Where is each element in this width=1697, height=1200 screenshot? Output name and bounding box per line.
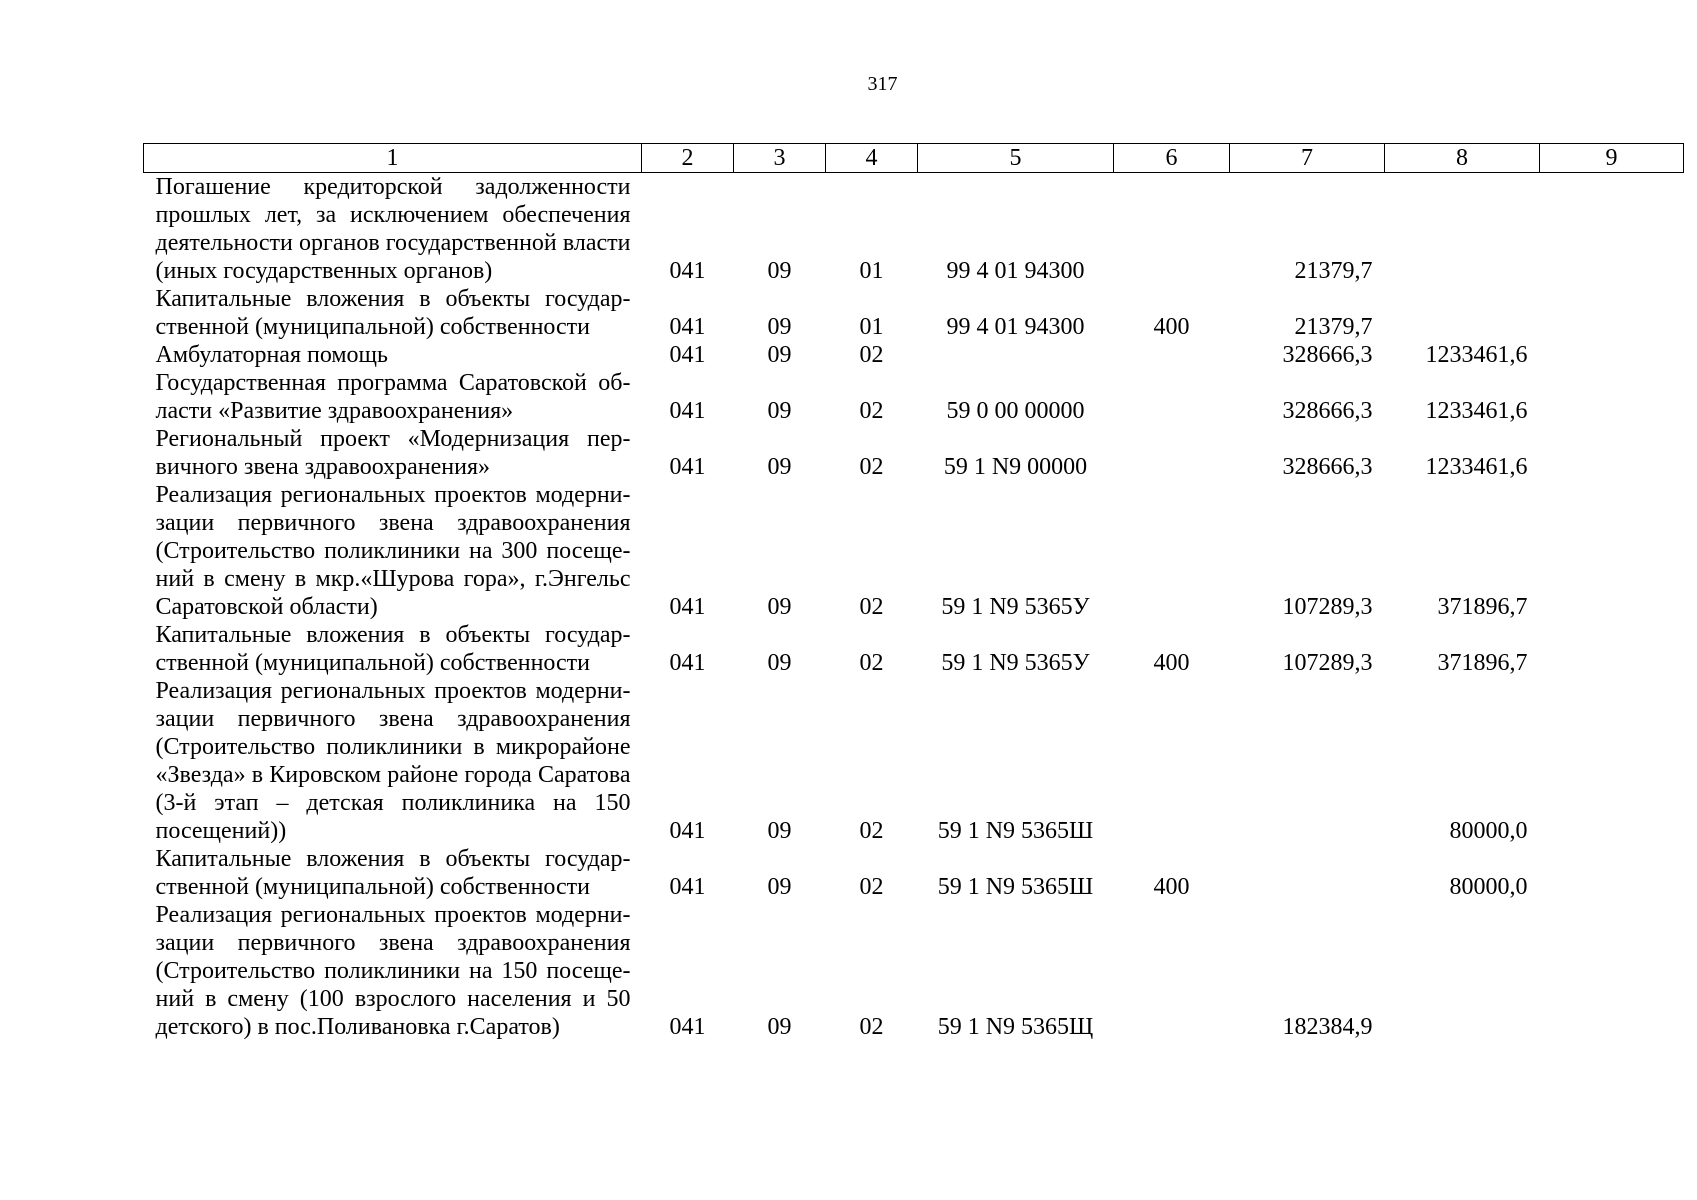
cell-amount-9 [1540, 341, 1684, 369]
row-description: Реализация региональных проектов модернизации первичного звена здравоохранения (Строительство поликлиники в микрорайоне «Звезда» в Кировском районе города Саратова (3-й этап – детская поликлиника на 150 посещений)) [155, 678, 631, 844]
row-description: Региональный проект «Модернизация первичного звена здравоохранения» [155, 426, 631, 480]
row-description: Реализация региональных проектов модернизации первичного звена здравоохранения (Строительство поликлиники на 300 посещений в смену в мкр.«Шурова гора», г.Энгельс Саратовской области) [155, 482, 631, 620]
cell-section: 09 [767, 258, 792, 284]
cell-expense-type [1114, 425, 1230, 481]
cell-amount-7 [1230, 845, 1385, 901]
table-row [144, 425, 1684, 481]
table-row [144, 901, 1684, 1041]
cell-target-article: 59 1 N9 5365Ш [937, 874, 1094, 900]
cell-subsection: 02 [859, 874, 884, 900]
cell-amount-7: 107289,3 [1282, 650, 1373, 676]
cell-subsection: 01 [859, 258, 884, 284]
column-header-9: 9 [1540, 144, 1684, 173]
cell-section: 09 [767, 454, 792, 480]
table-row [144, 341, 1684, 369]
row-description: Капитальные вложения в объекты государственной (муниципальной) собственности [155, 846, 631, 900]
cell-amount-9 [1540, 173, 1684, 286]
cell-subsection: 02 [859, 454, 884, 480]
column-header-8: 8 [1385, 144, 1540, 173]
row-description: Погашение кредиторской задолженности прошлых лет, за исключением обеспечения деятельности органов государственной власти (иных государственных органов) [155, 174, 631, 284]
row-description: Капитальные вложения в объекты государственной (муниципальной) собственности [155, 286, 631, 340]
cell-expense-type [1114, 677, 1230, 845]
table-row [144, 173, 1684, 286]
cell-amount-8: 80000,0 [1449, 818, 1528, 844]
cell-amount-8 [1385, 285, 1540, 341]
cell-amount-7: 328666,3 [1282, 398, 1373, 424]
cell-amount-8: 371896,7 [1437, 594, 1528, 620]
cell-department: 041 [669, 398, 706, 424]
cell-amount-8: 1233461,6 [1425, 454, 1528, 480]
table-row [144, 369, 1684, 425]
cell-subsection: 02 [859, 818, 884, 844]
column-header-7: 7 [1230, 144, 1385, 173]
cell-target-article: 59 0 00 00000 [946, 398, 1085, 424]
cell-expense-type: 400 [1153, 874, 1190, 900]
column-header-3: 3 [734, 144, 826, 173]
cell-department: 041 [669, 594, 706, 620]
cell-subsection: 02 [859, 1014, 884, 1040]
cell-section: 09 [767, 650, 792, 676]
cell-department: 041 [669, 314, 706, 340]
cell-subsection: 02 [859, 594, 884, 620]
cell-amount-7: 107289,3 [1282, 594, 1373, 620]
cell-target-article: 59 1 N9 00000 [943, 454, 1088, 480]
table-body [144, 173, 1684, 1042]
column-header-1: 1 [144, 144, 642, 173]
cell-section: 09 [767, 342, 792, 368]
column-header-5: 5 [918, 144, 1114, 173]
cell-amount-9 [1540, 285, 1684, 341]
cell-section: 09 [767, 1014, 792, 1040]
column-header-6: 6 [1114, 144, 1230, 173]
cell-target-article: 59 1 N9 5365Ш [937, 818, 1094, 844]
cell-expense-type: 400 [1153, 650, 1190, 676]
cell-department: 041 [669, 454, 706, 480]
cell-department: 041 [669, 258, 706, 284]
cell-amount-7: 21379,7 [1294, 258, 1373, 284]
table-row [144, 285, 1684, 341]
cell-target-article [918, 341, 1114, 369]
budget-table [143, 143, 1684, 1041]
cell-department: 041 [669, 650, 706, 676]
cell-amount-8: 1233461,6 [1425, 398, 1528, 424]
cell-section: 09 [767, 818, 792, 844]
cell-subsection: 02 [859, 342, 884, 368]
cell-section: 09 [767, 314, 792, 340]
table-row [144, 677, 1684, 845]
cell-amount-9 [1540, 677, 1684, 845]
cell-target-article: 59 1 N9 5365У [941, 650, 1090, 676]
cell-section: 09 [767, 398, 792, 424]
cell-subsection: 02 [859, 398, 884, 424]
cell-amount-8 [1385, 901, 1540, 1041]
cell-subsection: 01 [859, 314, 884, 340]
header-row [144, 144, 1684, 173]
cell-amount-7: 328666,3 [1282, 454, 1373, 480]
cell-target-article: 99 4 01 94300 [946, 314, 1085, 340]
cell-amount-7: 328666,3 [1282, 342, 1373, 368]
cell-amount-8: 80000,0 [1449, 874, 1528, 900]
cell-amount-9 [1540, 425, 1684, 481]
cell-section: 09 [767, 594, 792, 620]
column-header-2: 2 [642, 144, 734, 173]
page-number: 317 [867, 73, 898, 95]
table-header [144, 144, 1684, 173]
cell-amount-9 [1540, 481, 1684, 621]
column-header-4: 4 [826, 144, 918, 173]
cell-expense-type [1114, 481, 1230, 621]
cell-department: 041 [669, 874, 706, 900]
cell-department: 041 [669, 342, 706, 368]
row-description: Государственная программа Саратовской области «Развитие здравоохранения» [155, 370, 631, 424]
cell-amount-9 [1540, 845, 1684, 901]
cell-amount-9 [1540, 621, 1684, 677]
cell-expense-type [1114, 341, 1230, 369]
cell-department: 041 [669, 1014, 706, 1040]
cell-amount-8 [1385, 173, 1540, 286]
cell-section: 09 [767, 874, 792, 900]
cell-amount-8: 1233461,6 [1425, 342, 1528, 368]
cell-amount-7 [1230, 677, 1385, 845]
cell-target-article: 99 4 01 94300 [946, 258, 1085, 284]
cell-target-article: 59 1 N9 5365Щ [937, 1014, 1094, 1040]
cell-amount-9 [1540, 369, 1684, 425]
table-row [144, 481, 1684, 621]
table-row [144, 621, 1684, 677]
cell-amount-7: 182384,9 [1282, 1014, 1373, 1040]
cell-subsection: 02 [859, 650, 884, 676]
row-description: Капитальные вложения в объекты государственной (муниципальной) собственности [155, 622, 631, 676]
cell-expense-type [1114, 173, 1230, 286]
row-description: Амбулаторная помощь [155, 342, 388, 368]
cell-expense-type [1114, 901, 1230, 1041]
cell-amount-7: 21379,7 [1294, 314, 1373, 340]
cell-expense-type: 400 [1153, 314, 1190, 340]
cell-expense-type [1114, 369, 1230, 425]
cell-department: 041 [669, 818, 706, 844]
cell-target-article: 59 1 N9 5365У [941, 594, 1090, 620]
table-row [144, 845, 1684, 901]
row-description: Реализация региональных проектов модернизации первичного звена здравоохранения (Строительство поликлиники на 150 посещений в смену (100 взрослого населения и 50 детского) в пос.Поливановка г.Саратов) [155, 902, 631, 1040]
cell-amount-9 [1540, 901, 1684, 1041]
cell-amount-8: 371896,7 [1437, 650, 1528, 676]
